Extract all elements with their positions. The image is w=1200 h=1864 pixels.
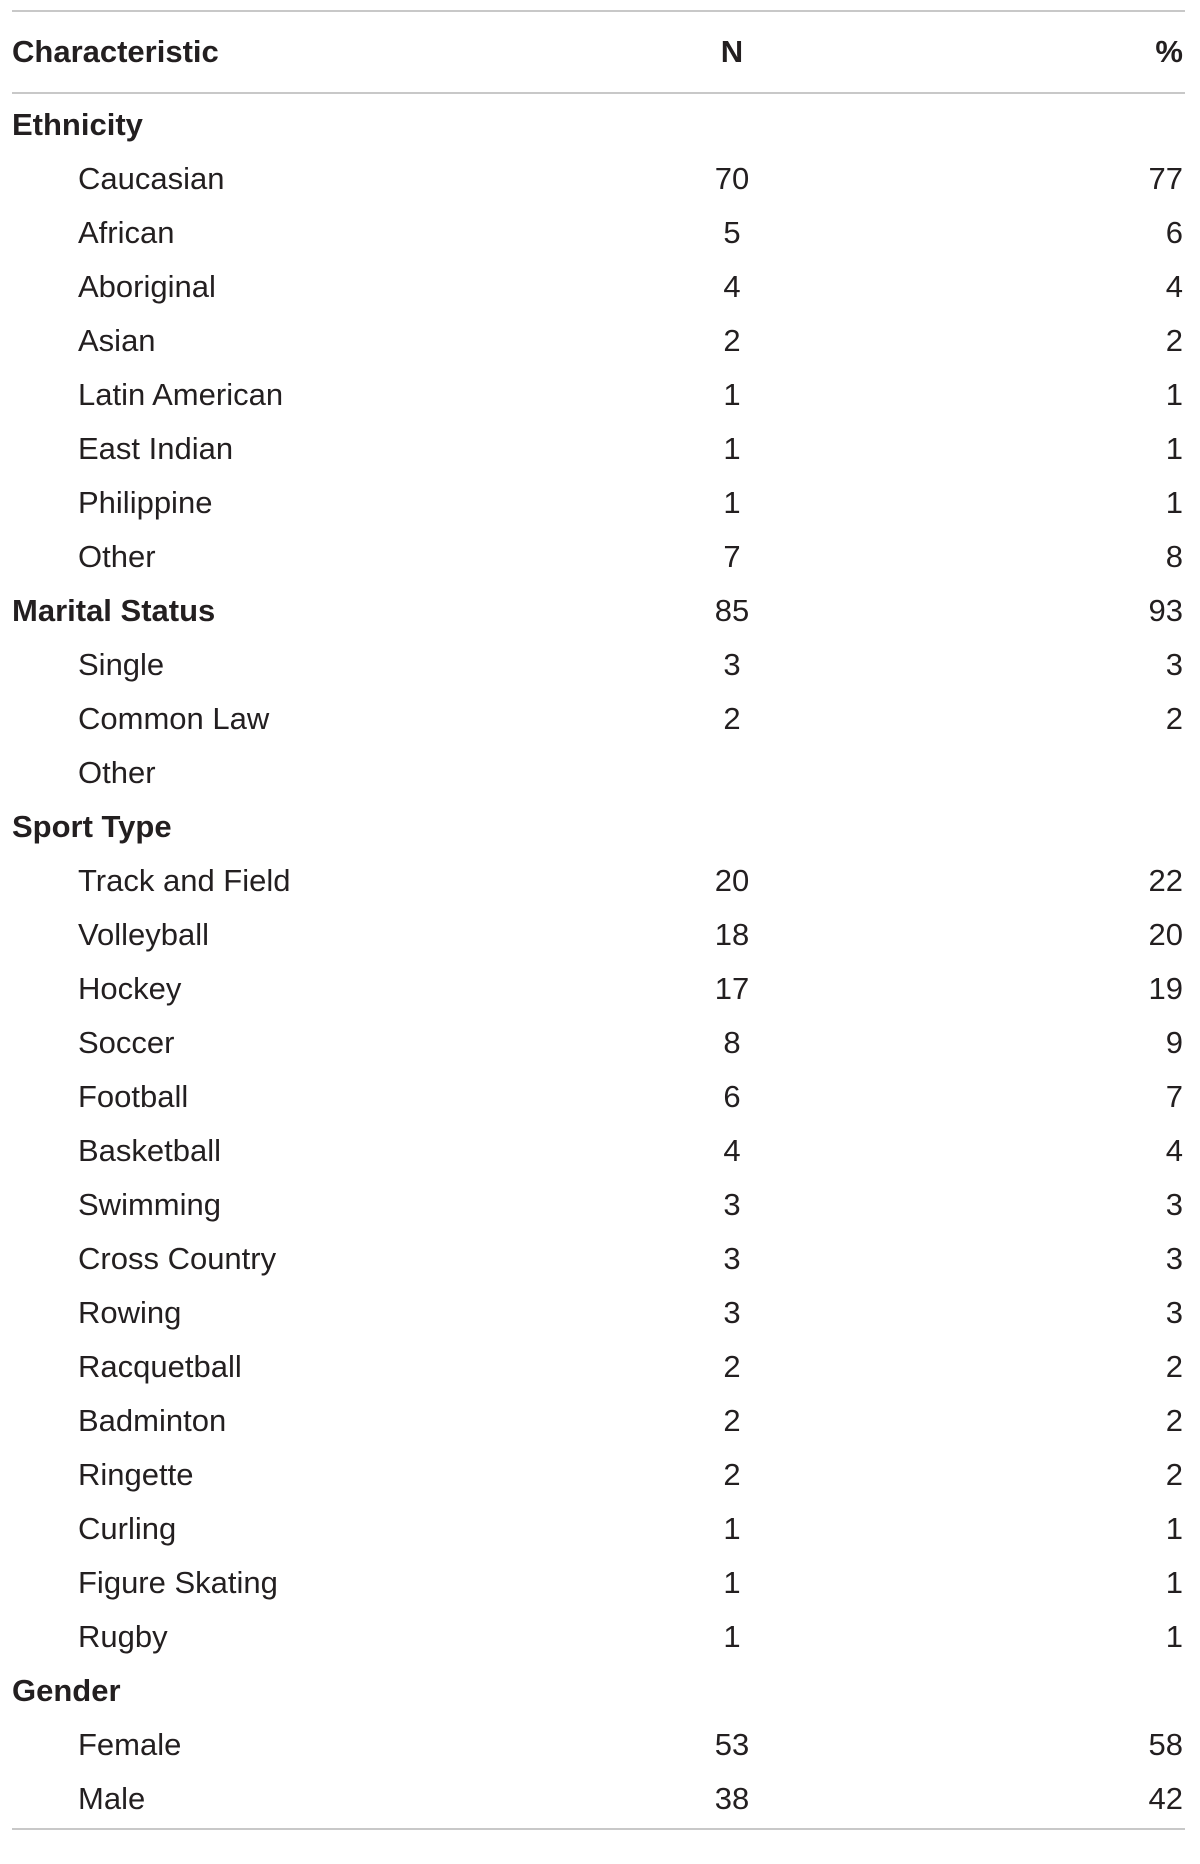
group-row bbox=[12, 98, 1185, 152]
row-percent-value: 20 bbox=[1148, 917, 1183, 952]
row-n-value bbox=[582, 746, 882, 800]
row-n-value: 2 bbox=[723, 1457, 741, 1492]
row-label: Aboriginal bbox=[78, 269, 216, 304]
group-label: Ethnicity bbox=[12, 107, 143, 142]
row-percent-value: 6 bbox=[1165, 215, 1183, 250]
demographics-table-body bbox=[12, 98, 1185, 1826]
table-row bbox=[12, 260, 1185, 314]
row-percent-value bbox=[882, 98, 1185, 152]
row-percent-value bbox=[882, 800, 1185, 854]
table-row bbox=[12, 1070, 1185, 1124]
table-row bbox=[12, 908, 1185, 962]
row-n-value: 85 bbox=[714, 593, 750, 628]
row-percent-value: 2 bbox=[1165, 1403, 1183, 1438]
table-row bbox=[12, 746, 1185, 800]
group-label: Sport Type bbox=[12, 809, 172, 844]
row-n-value: 2 bbox=[723, 701, 741, 736]
header-characteristic: Characteristic bbox=[12, 34, 219, 69]
row-label: African bbox=[78, 215, 175, 250]
row-n-value: 53 bbox=[714, 1727, 750, 1762]
table-row bbox=[12, 1016, 1185, 1070]
row-n-value: 70 bbox=[714, 161, 750, 196]
table-row bbox=[12, 368, 1185, 422]
row-label: Volleyball bbox=[78, 917, 209, 952]
table-header bbox=[12, 12, 1185, 92]
row-label: East Indian bbox=[78, 431, 234, 466]
row-percent-value: 1 bbox=[1165, 431, 1183, 466]
row-n-value: 4 bbox=[723, 269, 741, 304]
row-label: Other bbox=[78, 755, 156, 790]
row-label: Figure Skating bbox=[78, 1565, 278, 1600]
table-row bbox=[12, 206, 1185, 260]
row-percent-value: 1 bbox=[1165, 377, 1183, 412]
table-row bbox=[12, 1502, 1185, 1556]
table-row bbox=[12, 152, 1185, 206]
row-percent-value: 2 bbox=[1165, 323, 1183, 358]
header-percent: % bbox=[1155, 34, 1183, 69]
row-label: Caucasian bbox=[78, 161, 225, 196]
row-label: Latin American bbox=[78, 377, 284, 412]
table-row bbox=[12, 314, 1185, 368]
row-n-value: 3 bbox=[723, 647, 741, 682]
group-row bbox=[12, 1664, 1185, 1718]
row-percent-value bbox=[882, 746, 1185, 800]
row-percent-value: 77 bbox=[1148, 161, 1183, 196]
row-n-value bbox=[582, 1664, 882, 1718]
row-label: Male bbox=[78, 1781, 146, 1816]
row-percent-value: 3 bbox=[1165, 647, 1183, 682]
row-n-value: 17 bbox=[714, 971, 750, 1006]
row-label: Track and Field bbox=[78, 863, 291, 898]
header-row bbox=[12, 12, 1185, 92]
row-percent-value: 93 bbox=[1148, 593, 1183, 628]
row-percent-value: 4 bbox=[1165, 1133, 1183, 1168]
demographics-table bbox=[12, 12, 1185, 92]
row-n-value: 2 bbox=[723, 1403, 741, 1438]
row-n-value: 1 bbox=[723, 1511, 741, 1546]
row-label: Soccer bbox=[78, 1025, 175, 1060]
group-row bbox=[12, 800, 1185, 854]
row-percent-value: 3 bbox=[1165, 1295, 1183, 1330]
row-label: Common Law bbox=[78, 701, 270, 736]
row-n-value: 3 bbox=[723, 1187, 741, 1222]
row-label: Badminton bbox=[78, 1403, 227, 1438]
row-percent-value: 2 bbox=[1165, 701, 1183, 736]
table-row bbox=[12, 1718, 1185, 1772]
row-n-value: 3 bbox=[723, 1295, 741, 1330]
row-label: Rowing bbox=[78, 1295, 182, 1330]
table-body bbox=[12, 98, 1185, 1826]
row-label: Female bbox=[78, 1727, 182, 1762]
row-label: Single bbox=[78, 647, 165, 682]
row-percent-value: 58 bbox=[1148, 1727, 1183, 1762]
row-n-value: 4 bbox=[723, 1133, 741, 1168]
row-n-value: 1 bbox=[723, 377, 741, 412]
table-row bbox=[12, 638, 1185, 692]
row-n-value bbox=[582, 98, 882, 152]
table-row bbox=[12, 1556, 1185, 1610]
row-percent-value: 4 bbox=[1165, 269, 1183, 304]
row-percent-value: 8 bbox=[1165, 539, 1183, 574]
row-n-value bbox=[582, 800, 882, 854]
table-row bbox=[12, 692, 1185, 746]
row-n-value: 1 bbox=[723, 1565, 741, 1600]
row-n-value: 6 bbox=[723, 1079, 741, 1114]
group-label: Marital Status bbox=[12, 593, 216, 628]
group-row bbox=[12, 584, 1185, 638]
row-n-value: 1 bbox=[723, 431, 741, 466]
row-label: Other bbox=[78, 539, 156, 574]
row-n-value: 38 bbox=[714, 1781, 750, 1816]
row-n-value: 7 bbox=[723, 539, 741, 574]
row-percent-value bbox=[882, 1664, 1185, 1718]
row-label: Hockey bbox=[78, 971, 182, 1006]
row-percent-value: 1 bbox=[1165, 1619, 1183, 1654]
row-label: Football bbox=[78, 1079, 189, 1114]
table-row bbox=[12, 1124, 1185, 1178]
row-percent-value: 19 bbox=[1148, 971, 1183, 1006]
group-label: Gender bbox=[12, 1673, 121, 1708]
row-percent-value: 42 bbox=[1148, 1781, 1183, 1816]
table-row bbox=[12, 1232, 1185, 1286]
row-percent-value: 3 bbox=[1165, 1187, 1183, 1222]
row-label: Racquetball bbox=[78, 1349, 242, 1384]
row-label: Basketball bbox=[78, 1133, 222, 1168]
row-label: Swimming bbox=[78, 1187, 221, 1222]
row-percent-value: 1 bbox=[1165, 485, 1183, 520]
table-bottom-rule bbox=[12, 1828, 1185, 1830]
table-row bbox=[12, 1610, 1185, 1664]
row-percent-value: 2 bbox=[1165, 1349, 1183, 1384]
row-percent-value: 22 bbox=[1148, 863, 1183, 898]
row-percent-value: 1 bbox=[1165, 1511, 1183, 1546]
table-row bbox=[12, 854, 1185, 908]
row-n-value: 3 bbox=[723, 1241, 741, 1276]
table-row bbox=[12, 422, 1185, 476]
row-n-value: 2 bbox=[723, 1349, 741, 1384]
row-n-value: 8 bbox=[723, 1025, 741, 1060]
row-label: Asian bbox=[78, 323, 156, 358]
row-percent-value: 3 bbox=[1165, 1241, 1183, 1276]
row-n-value: 1 bbox=[723, 485, 741, 520]
table-row bbox=[12, 530, 1185, 584]
table-row bbox=[12, 1178, 1185, 1232]
row-label: Rugby bbox=[78, 1619, 168, 1654]
row-percent-value: 1 bbox=[1165, 1565, 1183, 1600]
table-row bbox=[12, 1772, 1185, 1826]
row-n-value: 20 bbox=[714, 863, 750, 898]
header-n: N bbox=[720, 34, 744, 69]
row-n-value: 1 bbox=[723, 1619, 741, 1654]
demographics-table-container bbox=[12, 10, 1185, 1830]
row-n-value: 18 bbox=[714, 917, 750, 952]
row-n-value: 5 bbox=[723, 215, 741, 250]
row-label: Ringette bbox=[78, 1457, 194, 1492]
table-row bbox=[12, 476, 1185, 530]
table-row bbox=[12, 1394, 1185, 1448]
table-row bbox=[12, 1286, 1185, 1340]
row-percent-value: 9 bbox=[1165, 1025, 1183, 1060]
row-label: Curling bbox=[78, 1511, 177, 1546]
row-percent-value: 2 bbox=[1165, 1457, 1183, 1492]
table-row bbox=[12, 1448, 1185, 1502]
row-label: Philippine bbox=[78, 485, 213, 520]
row-n-value: 2 bbox=[723, 323, 741, 358]
row-percent-value: 7 bbox=[1165, 1079, 1183, 1114]
table-row bbox=[12, 962, 1185, 1016]
row-label: Cross Country bbox=[78, 1241, 277, 1276]
table-row bbox=[12, 1340, 1185, 1394]
